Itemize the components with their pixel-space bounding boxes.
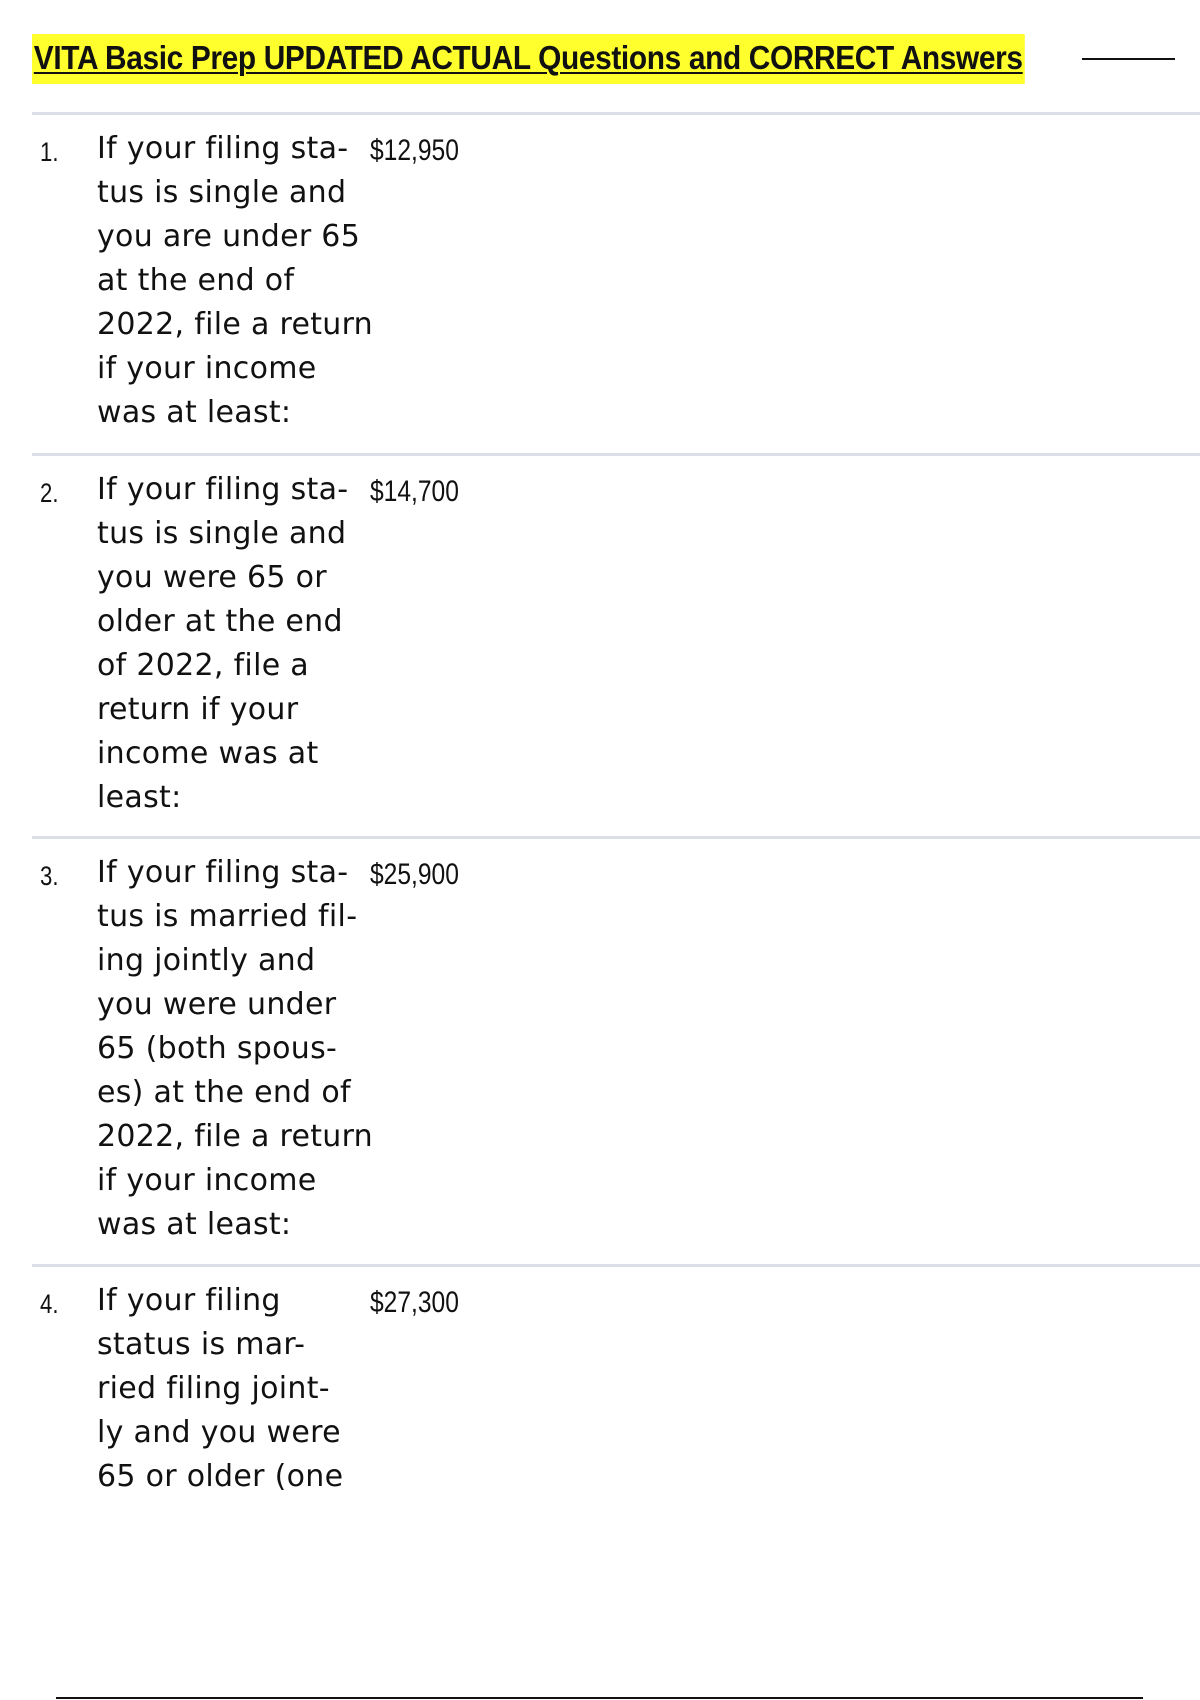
answer-text: $25,900 (370, 858, 459, 891)
answer-text: $14,700 (370, 475, 459, 508)
question-row (32, 1264, 1200, 1524)
question-text: If your filing sta- tus is single and you are under 65 at the end of 2022, file a return if your income was at least: (97, 131, 373, 430)
document-title: VITA Basic Prep UPDATED ACTUAL Questions and CORRECT Answers (32, 34, 1024, 84)
document-header (32, 34, 1142, 84)
question-row (32, 453, 1200, 836)
question-list (32, 112, 1200, 1524)
question-number: 3. (40, 861, 59, 891)
title-rule (1082, 58, 1175, 60)
question-row (32, 836, 1200, 1264)
footer-rule (56, 1697, 1143, 1699)
answer-text: $12,950 (370, 134, 459, 167)
question-number: 2. (40, 478, 59, 508)
answer-text: $27,300 (370, 1286, 459, 1319)
question-number: 1. (40, 137, 59, 167)
question-text: If your filing status is mar- ried filing joint- ly and you were 65 or older (one (97, 1283, 344, 1494)
question-text: If your filing sta- tus is married fil- ing jointly and you were under 65 (both spous- es) at the end of 2022, file a return if your income was at least: (97, 855, 373, 1242)
question-number: 4. (40, 1289, 59, 1319)
question-row (32, 112, 1200, 453)
question-text: If your filing sta- tus is single and you were 65 or older at the end of 2022, file a return if your income was at least: (97, 472, 349, 815)
